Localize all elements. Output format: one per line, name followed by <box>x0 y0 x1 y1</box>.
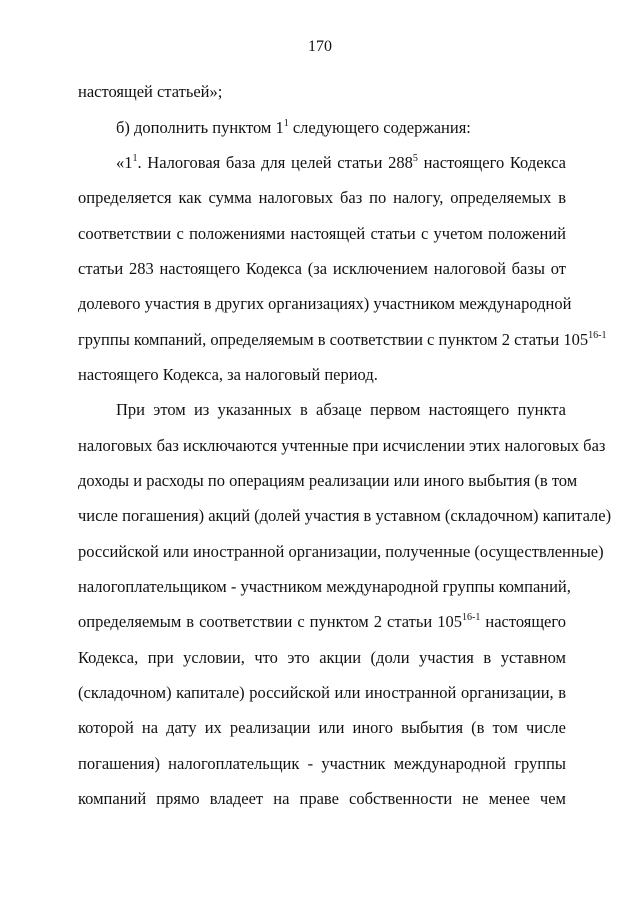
text-run: которой на дату их реализации или иного выбытия (в том числе <box>78 718 566 737</box>
text-run: настоящего Кодекса, за налоговый период. <box>78 365 378 384</box>
text-line <box>78 224 566 244</box>
text-line <box>78 506 612 526</box>
text-line <box>78 82 566 102</box>
text-line <box>78 648 566 668</box>
text-line <box>78 436 606 456</box>
text-line <box>78 259 566 279</box>
text-run: следующего содержания: <box>288 118 471 137</box>
text-run: настоящего Кодекса <box>417 153 566 172</box>
text-run: доходы и расходы по операциям реализации или иного выбытия (в том <box>78 471 578 490</box>
superscript: 1 <box>283 118 289 129</box>
superscript: 1 <box>132 153 138 164</box>
text-run: При этом из указанных в абзаце первом настоящего пункта <box>116 400 566 419</box>
text-run: определяемым в соответствии с пунктом 2 статьи 105 <box>78 612 462 631</box>
text-run: б) дополнить пунктом 1 <box>116 118 284 137</box>
text-line <box>78 330 607 350</box>
text-run: настоящего <box>480 612 566 631</box>
text-run: погашения) налогоплательщик - участник международной группы <box>78 754 566 773</box>
text-run: (складочном) капитале) российской или иностранной организации, в <box>78 683 566 702</box>
text-line <box>78 754 566 774</box>
text-line <box>78 365 566 385</box>
text-run: «1 <box>116 153 133 172</box>
text-run: . Налоговая база для целей статьи 288 <box>137 153 413 172</box>
text-line <box>78 542 604 562</box>
text-run: налогоплательщиком - участником международной группы компаний, <box>78 577 571 596</box>
text-run: группы компаний, определяемым в соответствии с пунктом 2 статьи 105 <box>78 330 589 349</box>
text-run: компаний прямо владеет на праве собственности не менее чем <box>78 789 566 808</box>
text-line <box>78 718 566 738</box>
text-run: соответствии с положениями настоящей статьи с учетом положений <box>78 224 566 243</box>
text-run: Кодекса, при условии, что это акции (доли участия в уставном <box>78 648 566 667</box>
text-run: настоящей статьей»; <box>78 82 223 101</box>
text-line <box>78 789 566 809</box>
text-line <box>78 188 566 208</box>
text-line <box>78 294 572 314</box>
text-line <box>78 577 571 597</box>
text-run: числе погашения) акций (долей участия в уставном (складочном) капитале) <box>78 506 612 525</box>
text-line <box>116 118 566 138</box>
text-run: налоговых баз исключаются учтенные при исчислении этих налоговых баз <box>78 436 606 455</box>
superscript: 5 <box>412 153 418 164</box>
text-line <box>78 683 566 703</box>
text-run: долевого участия в других организациях) участником международной <box>78 294 572 313</box>
page-number: 170 <box>308 38 332 55</box>
text-line <box>78 612 566 632</box>
text-line <box>116 400 566 420</box>
superscript: 16-1 <box>588 330 607 341</box>
text-line <box>78 471 578 491</box>
text-run: определяется как сумма налоговых баз по налогу, определяемых в <box>78 188 566 207</box>
superscript: 16-1 <box>462 612 481 623</box>
text-run: статьи 283 настоящего Кодекса (за исключением налоговой базы от <box>78 259 566 278</box>
text-run: российской или иностранной организации, полученные (осуществленные) <box>78 542 604 561</box>
text-line <box>116 153 566 173</box>
